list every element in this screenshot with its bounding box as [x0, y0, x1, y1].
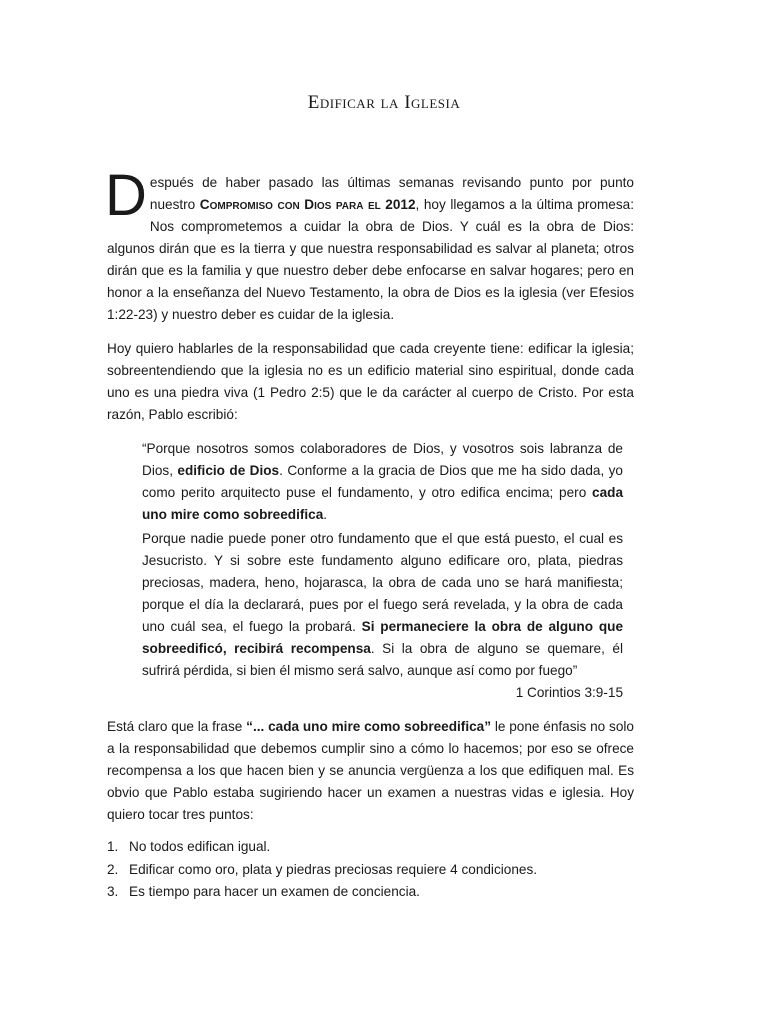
quote-1-text-a: “Porque nosotros somos colaboradores de Dios, y vosotros sois labranza de Dios,	[142, 441, 623, 478]
quote-1-text-c: . Conforme a la gracia de Dios que me ha sido dada, yo como perito arquitecto puse el fundamento, y otro edifica encima; pero	[142, 463, 623, 500]
scripture-quote-2	[142, 528, 623, 682]
intro-text-2: , hoy llegamos a la última promesa: Nos comprometemos a cuidar la obra de Dios. Y cuál es la obra de Dios: algunos dirán que es la tierra y que nuestra responsabilidad es salvar al planeta; otros dirán que es la familia y que nuestro deber debe enfocarse en salvar hogares; pero en honor a la enseñanza del Nuevo Testamento, la obra de Dios es la iglesia (ver Efesios 1:22-23) y nuestro deber es cuidar de la iglesia.	[107, 197, 634, 322]
list-item-number: 3.	[107, 884, 119, 899]
quote-2-bold-b: Si permaneciere la obra de alguno que sobreedificó, recibirá recompensa	[142, 619, 623, 656]
list-item	[107, 881, 634, 904]
paragraph-3-bold-b: “... cada uno mire como sobreedifica”	[246, 719, 492, 734]
drop-cap: D	[105, 163, 147, 228]
list-item-text: Edificar como oro, plata y piedras preciosas requiere 4 condiciones.	[129, 861, 538, 877]
paragraph-3-text-a: Está claro que la frase	[107, 719, 247, 734]
document-title: Edificar la Iglesia	[307, 92, 461, 113]
quote-1-bold-d: cada uno mire como sobreedifica	[142, 485, 623, 522]
scripture-quote-1	[142, 438, 623, 526]
paragraph-2: Hoy quiero hablarles de la responsabilidad que cada creyente tiene: edificar la iglesia; sobreentendiendo que la iglesia no es un edificio material sino espiritual, donde cada uno es una piedra viva (1 Pedro 2:5) que le da carácter al cuerpo de Cristo. Por esta razón, Pablo escribió:	[107, 341, 634, 422]
list-item-number: 1.	[107, 839, 119, 854]
list-item-text: Es tiempo para hacer un examen de conciencia.	[129, 884, 420, 899]
paragraph-3	[107, 716, 634, 826]
points-list	[107, 836, 634, 904]
list-item	[107, 836, 634, 859]
quote-2-text-a: Porque nadie puede poner otro fundamento que el que está puesto, el cual es Jesucristo. Y si sobre este fundamento alguno edificare oro, plata, piedras preciosas, madera, heno, hojarasca, la obra de cada uno se hará manifiesta; porque el día la declarará, pues por el fuego será revelada, y la obra de cada uno cuál sea, el fuego la probará.	[142, 531, 623, 634]
list-item-number: 2.	[107, 861, 119, 877]
paragraph-3-text-c: le pone énfasis no solo a la responsabilidad que debemos cumplir sino a cómo lo hacemos; por eso se ofrece recompensa a los que hacen bien y se anuncia vergüenza a los que edifiquen mal. Es obvio que Pablo estaba sugiriendo hacer un examen a nuestras vidas e iglesia. Hoy quiero tocar tres puntos:	[107, 719, 634, 822]
list-item-text: No todos edifican igual.	[129, 839, 271, 854]
quote-2-text-c: . Si la obra de alguno se quemare, él sufrirá pérdida, si bien él mismo será salvo, aunque así como por fuego”	[142, 641, 623, 678]
quote-1-bold-b: edificio de Dios	[177, 463, 280, 478]
quote-1-text-e: .	[323, 507, 328, 522]
intro-paragraph	[105, 163, 634, 326]
commitment-title: Compromiso con Dios para el 2012	[199, 197, 416, 212]
list-item	[107, 859, 634, 882]
scripture-reference: 1 Corintios 3:9-15	[515, 685, 623, 700]
intro-text-1: espués de haber pasado las últimas semanas revisando punto por punto nuestro	[149, 175, 634, 212]
